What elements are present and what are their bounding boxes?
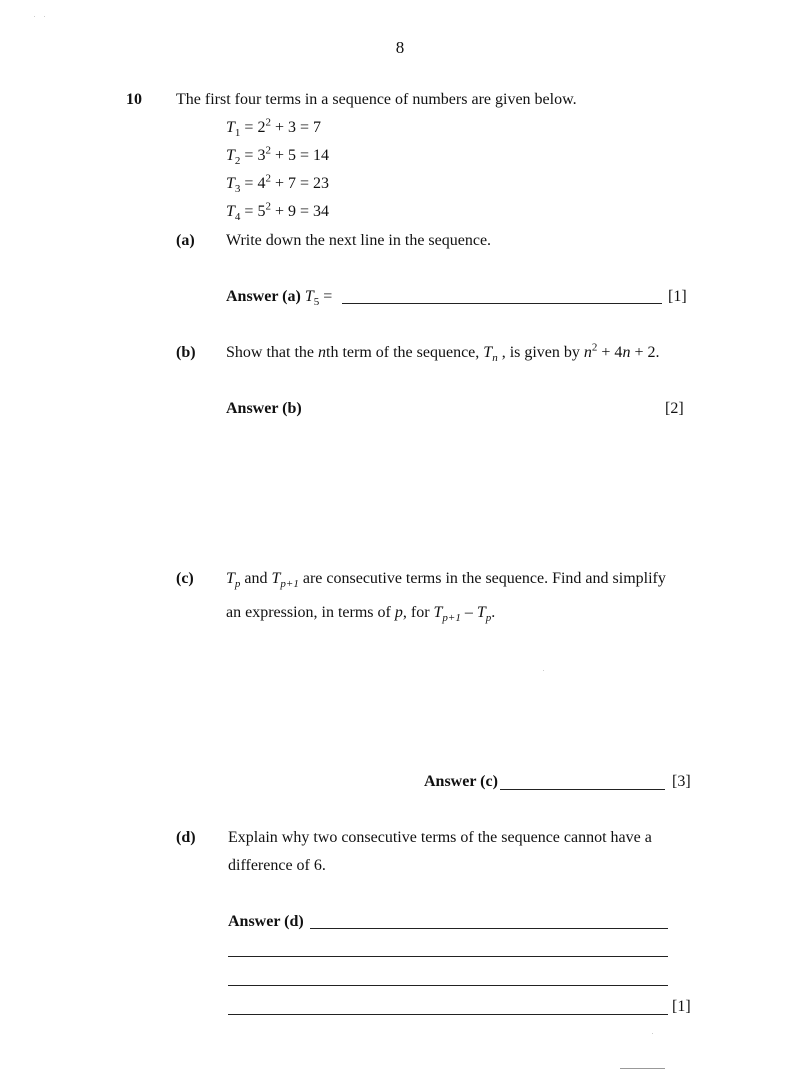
part-d-text-line2: difference of 6. [228, 857, 326, 874]
part-c-answer-label: Answer (c) [424, 773, 498, 790]
part-d-marks: [1] [672, 998, 691, 1015]
answer-c-line[interactable] [500, 789, 665, 790]
part-b-text: Show that the nth term of the sequence, $T_n$ , is given by $n^2 + 4n + 2$. [226, 341, 660, 365]
part-a-text: Write down the next line in the sequence. [226, 232, 492, 249]
answer-d-line-1[interactable] [310, 928, 668, 929]
page-number: 8 [395, 38, 405, 57]
part-b-label: (b) [176, 344, 196, 361]
part-a-label: (a) [176, 232, 195, 249]
term-line-2: $T_2 = 3^2 + 5 = 14$ [226, 144, 329, 168]
scan-speck [652, 1033, 653, 1034]
term-line-1: $T_1 = 2^2 + 3 = 7$ [226, 116, 321, 140]
answer-d-line-3[interactable] [228, 985, 668, 986]
scan-speck [34, 16, 35, 17]
answer-a-line[interactable] [342, 303, 662, 304]
part-d-label: (d) [176, 829, 196, 846]
part-d-text-line1: Explain why two consecutive terms of the sequence cannot have a [228, 829, 652, 846]
question-intro: The first four terms in a sequence of numbers are given below. [176, 91, 577, 108]
answer-d-line-2[interactable] [228, 956, 668, 957]
part-c-text-line2: an expression, in terms of p, for $T_{p+1} - T_p$. [226, 604, 496, 625]
part-c-label: (c) [176, 570, 194, 587]
term-var: T [226, 119, 235, 136]
turn-over-fragment [620, 1068, 665, 1069]
part-b-answer-label: Answer (b) [226, 400, 302, 417]
part-c-text-line1: $T_p$ and $T_{p+1}$ are consecutive terms in the sequence. Find and simplify [226, 570, 666, 591]
term-line-4: $T_4 = 5^2 + 9 = 34$ [226, 200, 329, 224]
part-b-marks: [2] [665, 400, 684, 417]
question-number: 10 [126, 91, 142, 108]
part-c-marks: [3] [672, 773, 691, 790]
answer-d-line-4[interactable] [228, 1014, 668, 1015]
part-a-marks: [1] [668, 288, 687, 305]
part-d-answer-label: Answer (d) [228, 913, 304, 930]
scan-speck [44, 16, 45, 17]
term-line-3: $T_3 = 4^2 + 7 = 23$ [226, 172, 329, 196]
scan-speck [543, 670, 544, 671]
part-a-answer-label: Answer (a) $T_5$ = [226, 288, 333, 309]
